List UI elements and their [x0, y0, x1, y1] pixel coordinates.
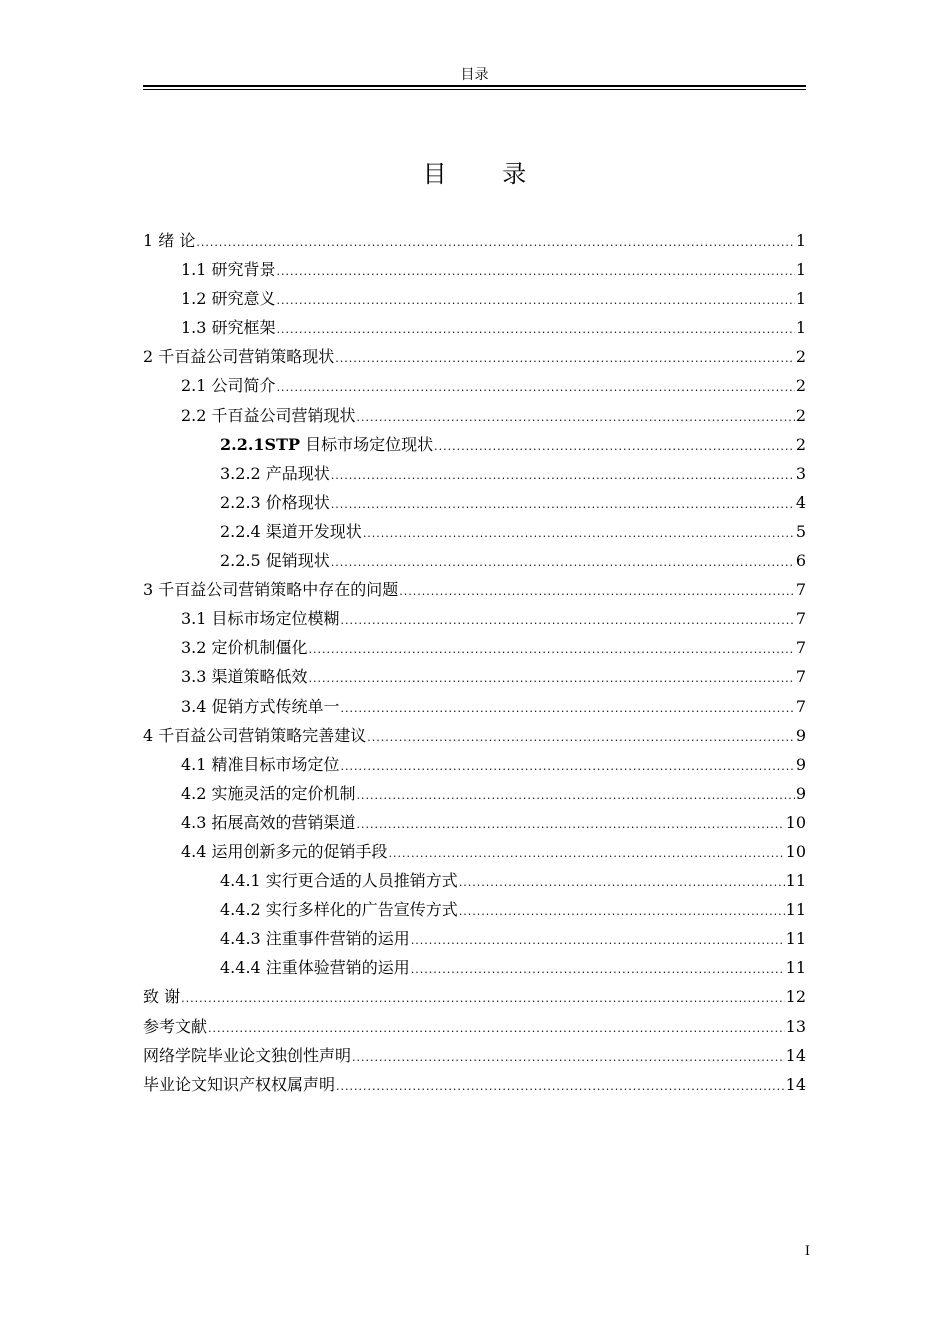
- toc-entry-label: 参考文献: [143, 1016, 208, 1036]
- header-rule: [143, 85, 806, 87]
- toc-entry-label: 1.1 研究背景: [181, 260, 276, 280]
- toc-entry-page: 1: [795, 289, 806, 309]
- toc-entry-page: 1: [795, 260, 806, 280]
- toc-entry[interactable]: [143, 517, 806, 546]
- toc-entry[interactable]: [143, 837, 806, 866]
- toc-entry-label: 4.4 运用创新多元的促销手段: [181, 841, 388, 861]
- toc-dot-leader: [357, 403, 795, 432]
- toc-entry-page: 9: [795, 725, 806, 745]
- toc-entry-label: 4.2 实施灵活的定价机制: [181, 783, 356, 803]
- toc-dot-leader: [352, 1043, 785, 1072]
- toc-dot-leader: [459, 868, 785, 897]
- running-header: 目录: [460, 67, 489, 83]
- toc-entry-page: 10: [785, 812, 806, 832]
- toc-dot-leader: [331, 461, 795, 490]
- toc-entry-page: 1: [795, 318, 806, 338]
- toc-entry[interactable]: [143, 779, 806, 808]
- toc-entry-page: 2: [795, 347, 806, 367]
- toc-entry[interactable]: [143, 808, 806, 837]
- toc-entry[interactable]: [143, 430, 806, 459]
- toc-entry-label: 3.3 渠道策略低效: [181, 667, 308, 687]
- toc-entry-page: 11: [785, 929, 806, 949]
- toc-entry-page: 6: [795, 551, 806, 571]
- toc-entry-label: 2.2.5 促销现状: [220, 551, 330, 571]
- toc-entry-label: 4 千百益公司营销策略完善建议: [143, 725, 367, 745]
- toc-dot-leader: [336, 1072, 785, 1101]
- toc-dot-leader: [335, 344, 795, 373]
- header-rule-thin: [143, 89, 806, 90]
- toc-entry-label: 致 谢: [143, 987, 181, 1007]
- toc-entry-page: 11: [785, 958, 806, 978]
- toc-entry[interactable]: [143, 401, 806, 430]
- toc-entry-label: 2.2.1STP 目标市场定位现状: [220, 434, 434, 454]
- toc-entry-label: 3.2 定价机制僵化: [181, 638, 308, 658]
- toc-entry-page: 11: [785, 871, 806, 891]
- toc-dot-leader: [389, 839, 785, 868]
- toc-entry-page: 2: [795, 405, 806, 425]
- toc-dot-leader: [208, 1014, 785, 1043]
- toc-entry-label: 3.1 目标市场定位模糊: [181, 609, 340, 629]
- toc-entry-label: 2 千百益公司营销策略现状: [143, 347, 335, 367]
- toc-entry-page: 1: [795, 231, 806, 250]
- toc-entry-page: 7: [795, 609, 806, 629]
- toc-entry[interactable]: [143, 546, 806, 575]
- toc-entry[interactable]: [143, 633, 806, 662]
- toc-entry-page: 11: [785, 900, 806, 920]
- page-number: I: [804, 1244, 810, 1259]
- toc-dot-leader: [277, 315, 795, 344]
- toc-entry[interactable]: [143, 982, 806, 1011]
- toc-entry[interactable]: [143, 226, 806, 255]
- toc-dot-leader: [277, 373, 795, 402]
- toc-entry-label: 2.2 千百益公司营销现状: [181, 405, 356, 425]
- toc-entry[interactable]: [143, 662, 806, 691]
- toc-title: 目 录: [422, 160, 551, 188]
- toc-entry-page: 7: [795, 667, 806, 687]
- toc-dot-leader: [181, 984, 785, 1013]
- toc-dot-leader: [277, 257, 795, 286]
- toc-entry[interactable]: [143, 255, 806, 284]
- toc-entry[interactable]: [143, 1070, 806, 1099]
- toc-entry-label: 4.4.1 实行更合适的人员推销方式: [220, 871, 458, 891]
- toc-entry[interactable]: [143, 284, 806, 313]
- toc-entry-page: 9: [795, 783, 806, 803]
- toc-entry-page: 2: [795, 376, 806, 396]
- toc-dot-leader: [341, 752, 795, 781]
- toc-dot-leader: [331, 490, 795, 519]
- toc-entry-page: 2: [795, 434, 806, 454]
- toc-dot-leader: [411, 955, 785, 984]
- toc-entry[interactable]: [143, 1012, 806, 1041]
- toc-entry[interactable]: [143, 692, 806, 721]
- toc-entry-label: 4.3 拓展高效的营销渠道: [181, 812, 356, 832]
- toc-entry-label: 4.1 精准目标市场定位: [181, 754, 340, 774]
- toc-dot-leader: [196, 228, 794, 257]
- toc-entry[interactable]: [143, 1041, 806, 1070]
- toc-entry-label: 1.2 研究意义: [181, 289, 276, 309]
- toc-entry-label: 3.2.2 产品现状: [220, 463, 330, 483]
- toc-entry-page: 5: [795, 521, 806, 541]
- toc-entry[interactable]: [143, 953, 806, 982]
- toc-entry-label: 4.4.2 实行多样化的广告宣传方式: [220, 900, 458, 920]
- toc-dot-leader: [399, 577, 795, 606]
- toc-entry[interactable]: [143, 750, 806, 779]
- toc-entry-label: 3.4 促销方式传统单一: [181, 696, 340, 716]
- toc-dot-leader: [367, 723, 795, 752]
- toc-dot-leader: [459, 897, 785, 926]
- toc-dot-leader: [357, 810, 785, 839]
- toc-entry-label: 2.2.4 渠道开发现状: [220, 521, 362, 541]
- toc-entry-label: 2.1 公司简介: [181, 376, 276, 396]
- toc-entry[interactable]: [143, 924, 806, 953]
- toc-entry-label: 1 绪 论: [143, 231, 196, 250]
- toc-entry[interactable]: [143, 895, 806, 924]
- toc-dot-leader: [309, 664, 795, 693]
- toc-entry[interactable]: [143, 575, 806, 604]
- toc-entry-page: 12: [785, 987, 806, 1007]
- toc-entry-label: 1.3 研究框架: [181, 318, 276, 338]
- toc-entry[interactable]: [143, 721, 806, 750]
- toc-entry-label: 毕业论文知识产权权属声明: [143, 1074, 336, 1094]
- toc-entry-label: 2.2.3 价格现状: [220, 492, 330, 512]
- toc-entry-label: 4.4.4 注重体验营销的运用: [220, 958, 410, 978]
- toc-entry[interactable]: [143, 342, 806, 371]
- toc-entry-page: 14: [785, 1074, 806, 1094]
- toc-entry[interactable]: [143, 459, 806, 488]
- toc-entry-label: 4.4.3 注重事件营销的运用: [220, 929, 410, 949]
- toc-dot-leader: [341, 606, 795, 635]
- toc-entry-page: 4: [795, 492, 806, 512]
- toc-entry-label: 3 千百益公司营销策略中存在的问题: [143, 580, 399, 600]
- toc-entry[interactable]: [143, 371, 806, 400]
- toc-entry-page: 14: [785, 1045, 806, 1065]
- toc-entry-page: 9: [795, 754, 806, 774]
- toc-dot-leader: [363, 519, 795, 548]
- toc-dot-leader: [309, 635, 795, 664]
- toc-entry-page: 10: [785, 841, 806, 861]
- toc-entry[interactable]: [143, 604, 806, 633]
- toc-dot-leader: [411, 926, 785, 955]
- toc-entry[interactable]: [143, 866, 806, 895]
- toc-dot-leader: [341, 694, 795, 723]
- toc-entry-page: 7: [795, 638, 806, 658]
- toc-entry-page: 13: [785, 1016, 806, 1036]
- toc-entry-page: 7: [795, 580, 806, 600]
- toc-entry-page: 7: [795, 696, 806, 716]
- table-of-contents: [143, 226, 806, 1099]
- toc-dot-leader: [277, 286, 795, 315]
- toc-entry-label: 网络学院毕业论文独创性声明: [143, 1045, 352, 1065]
- toc-entry[interactable]: [143, 488, 806, 517]
- toc-dot-leader: [434, 432, 795, 461]
- toc-dot-leader: [331, 548, 795, 577]
- toc-dot-leader: [357, 781, 795, 810]
- toc-entry-page: 3: [795, 463, 806, 483]
- toc-entry[interactable]: [143, 313, 806, 342]
